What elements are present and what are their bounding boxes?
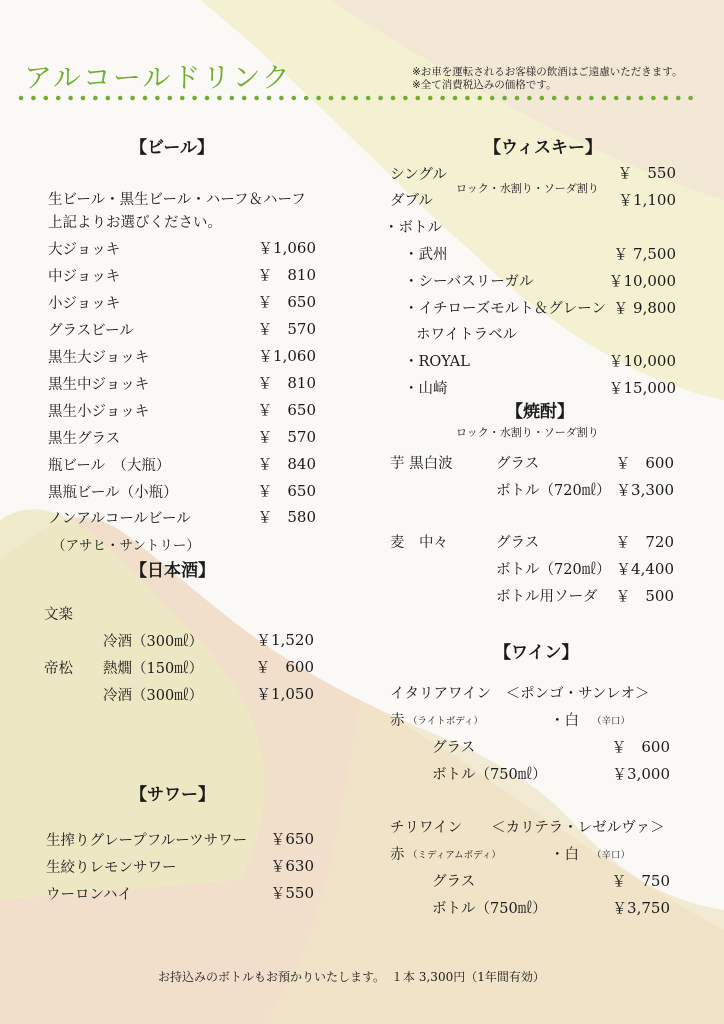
shochu-heading: 【焼酎】	[506, 402, 574, 422]
whisky-double-label: ダブル	[390, 193, 433, 209]
sour-item-name: 生搾りグレープフルーツサワー	[46, 833, 248, 849]
sake-item-name: 冷酒（300㎖）	[103, 688, 204, 704]
divider-dot	[168, 96, 173, 101]
divider-dot	[279, 96, 284, 101]
shochu-style-note: ロック・水割り・ソーダ割り	[456, 426, 599, 439]
divider-dot	[589, 96, 594, 101]
whisky-heading: 【ウィスキー】	[484, 138, 602, 158]
sour-item-name: ウーロンハイ	[46, 887, 132, 903]
wine-chile-white-note: （辛口）	[592, 850, 631, 861]
divider-dot	[192, 96, 197, 101]
beer-intro-line2: 上記よりお選びください。	[48, 215, 222, 231]
shochu-item-name: グラス	[496, 535, 540, 551]
divider-dot	[552, 96, 557, 101]
divider-dot	[416, 96, 421, 101]
nonalcohol-brands: （アサヒ・サントリー）	[52, 538, 200, 554]
page-title: アルコールドリンク	[24, 61, 292, 94]
divider-dot	[664, 96, 669, 101]
divider-dot	[180, 96, 185, 101]
sake-item-price: ￥1,520	[256, 631, 314, 649]
divider-dot	[428, 96, 433, 101]
shochu-item-price: ￥ 600	[615, 454, 674, 472]
divider-dot	[292, 96, 297, 101]
wine-item-name: グラス	[432, 874, 476, 890]
whisky-bottle-name: ・ROYAL	[404, 354, 470, 370]
divider-dot	[366, 96, 371, 101]
divider-dot	[540, 96, 545, 101]
wine-chile-red: 赤	[390, 847, 405, 863]
whisky-bottle-name: ホワイトラベル	[416, 327, 518, 343]
header-notes	[412, 66, 682, 92]
divider-dot	[564, 96, 569, 101]
wine-italy-white-note: （辛口）	[592, 716, 631, 727]
wine-item-name: グラス	[432, 740, 476, 756]
note-driving: ※お車を運転されるお客様の飲酒はご遠慮いただきます。	[412, 66, 683, 78]
sake-item-name: 熱燗（150㎖）	[103, 661, 204, 677]
divider-dot	[378, 96, 383, 101]
beer-item-name: 中ジョッキ	[48, 269, 121, 285]
beer-intro-line1: 生ビール・黒生ビール・ハーフ＆ハーフ	[48, 192, 306, 208]
beer-item-price: ￥ 810	[257, 374, 316, 392]
dotted-divider	[18, 95, 698, 101]
wine-italy-title: イタリアワイン ＜ポンゴ・サンレオ＞	[390, 686, 650, 702]
divider-dot	[155, 96, 160, 101]
divider-dot	[478, 96, 483, 101]
beer-item-price: ￥ 570	[257, 428, 316, 446]
divider-dot	[267, 96, 272, 101]
whisky-bottle-name: ・シーバスリーガル	[404, 274, 534, 290]
divider-dot	[676, 96, 681, 101]
divider-dot	[242, 96, 247, 101]
shochu-item-name: ボトル用ソーダ	[496, 589, 598, 605]
beer-item-price: ￥ 580	[257, 508, 316, 526]
whisky-bottle-name: ・武州	[404, 247, 448, 263]
whisky-bottle-price: ￥ 7,500	[613, 245, 676, 263]
divider-dot	[515, 96, 520, 101]
beer-item-name: 黒瓶ビール（小瓶）	[48, 485, 178, 501]
divider-dot	[68, 96, 73, 101]
whisky-bottle-price: ￥ 9,800	[613, 299, 676, 317]
divider-dot	[230, 96, 235, 101]
divider-dot	[56, 96, 61, 101]
beer-item-price: ￥1,060	[258, 239, 316, 257]
shochu-item-name: ボトル（720㎖）	[496, 483, 611, 499]
sake-item-price: ￥1,050	[256, 685, 314, 703]
whisky-single-label: シングル	[390, 167, 447, 183]
wine-chile-title: チリワイン ＜カリテラ・レゼルヴァ＞	[390, 820, 665, 836]
beer-item-price: ￥1,060	[258, 347, 316, 365]
sake-brand-bunraku: 文楽	[44, 607, 73, 623]
divider-dot	[502, 96, 507, 101]
beer-item-name: 黒生グラス	[48, 431, 121, 447]
divider-dot	[602, 96, 607, 101]
wine-heading: 【ワイン】	[494, 643, 579, 663]
shochu-item-price: ￥ 500	[615, 587, 674, 605]
beer-item-price: ￥ 650	[257, 293, 316, 311]
whisky-bottle-label: ・ボトル	[384, 220, 442, 236]
divider-dot	[639, 96, 644, 101]
beer-item-price: ￥ 650	[257, 401, 316, 419]
divider-dot	[614, 96, 619, 101]
wine-item-name: ボトル（750㎖）	[432, 901, 547, 917]
sake-item-price: ￥ 600	[255, 658, 314, 676]
beer-item-name: 黒生大ジョッキ	[48, 350, 150, 366]
divider-dot	[465, 96, 470, 101]
whisky-double-price: ￥1,100	[618, 191, 676, 209]
divider-dot	[688, 96, 693, 101]
beer-item-name: グラスビール	[48, 323, 134, 339]
divider-dot	[440, 96, 445, 101]
sour-item-price: ￥550	[270, 884, 314, 902]
divider-dot	[316, 96, 321, 101]
divider-dot	[93, 96, 98, 101]
beer-item-price: ￥ 570	[257, 320, 316, 338]
sake-item-name: 冷酒（300㎖）	[103, 634, 204, 650]
divider-dot	[81, 96, 86, 101]
divider-dot	[403, 96, 408, 101]
divider-dot	[490, 96, 495, 101]
shochu-item-name: ボトル（720㎖）	[496, 562, 611, 578]
whisky-bottle-price: ￥15,000	[608, 379, 676, 397]
divider-dot	[527, 96, 532, 101]
divider-dot	[254, 96, 259, 101]
divider-dot	[31, 96, 36, 101]
beer-item-name: 大ジョッキ	[48, 242, 121, 258]
beer-item-name: 瓶ビール （大瓶）	[48, 458, 171, 474]
divider-dot	[205, 96, 210, 101]
divider-dot	[577, 96, 582, 101]
whisky-style-note: ロック・水割り・ソーダ割り	[456, 182, 599, 195]
divider-dot	[217, 96, 222, 101]
wine-item-price: ￥3,000	[612, 765, 670, 783]
sour-item-name: 生絞りレモンサワー	[46, 860, 177, 876]
divider-dot	[453, 96, 458, 101]
beer-item-name: ノンアルコールビール	[48, 511, 191, 527]
shochu-imo-label: 芋 黒白波	[390, 456, 453, 472]
beer-item-name: 黒生小ジョッキ	[48, 404, 150, 420]
divider-dot	[391, 96, 396, 101]
shochu-item-name: グラス	[496, 456, 540, 472]
divider-dot	[143, 96, 148, 101]
divider-dot	[354, 96, 359, 101]
sour-item-price: ￥650	[270, 830, 314, 848]
divider-dot	[329, 96, 334, 101]
divider-dot	[651, 96, 656, 101]
wine-item-price: ￥3,750	[612, 899, 670, 917]
divider-dot	[626, 96, 631, 101]
whisky-bottle-name: ・イチローズモルト＆グレーン	[404, 301, 606, 317]
sour-heading: 【サワー】	[130, 785, 215, 805]
beer-item-price: ￥ 810	[257, 266, 316, 284]
beer-item-price: ￥ 840	[257, 455, 316, 473]
whisky-bottle-price: ￥10,000	[608, 272, 676, 290]
whisky-bottle-name: ・山崎	[404, 381, 448, 397]
sake-brand-mikadomatsu: 帝松	[44, 661, 73, 677]
beer-item-name: 黒生中ジョッキ	[48, 377, 150, 393]
wine-italy-white: ・白	[550, 713, 579, 729]
wine-chile-white: ・白	[550, 847, 579, 863]
shochu-item-price: ￥4,400	[616, 560, 674, 578]
shochu-item-price: ￥3,300	[616, 481, 674, 499]
divider-dot	[106, 96, 111, 101]
beer-heading: 【ビール】	[130, 138, 214, 158]
whisky-bottle-price: ￥10,000	[608, 352, 676, 370]
footer-bottle-keep-note: お持込みのボトルもお預かりいたします。 １本 3,300円（1年間有効）	[158, 970, 545, 984]
wine-chile-red-note: （ミディアムボディ）	[408, 850, 501, 861]
shochu-item-price: ￥ 720	[615, 533, 674, 551]
beer-item-price: ￥ 650	[257, 482, 316, 500]
divider-dot	[341, 96, 346, 101]
note-tax: ※全て消費税込みの価格です。	[412, 79, 557, 91]
wine-item-price: ￥ 600	[611, 738, 670, 756]
divider-dot	[130, 96, 135, 101]
wine-item-name: ボトル（750㎖）	[432, 767, 547, 783]
divider-dot	[19, 96, 24, 101]
divider-dot	[44, 96, 49, 101]
wine-item-price: ￥ 750	[611, 872, 670, 890]
shochu-mugi-label: 麦 中々	[390, 535, 448, 551]
divider-dot	[304, 96, 309, 101]
beer-item-name: 小ジョッキ	[48, 296, 121, 312]
divider-dot	[118, 96, 123, 101]
wine-italy-red: 赤	[390, 713, 405, 729]
sour-item-price: ￥630	[270, 857, 314, 875]
sake-heading: 【日本酒】	[130, 561, 215, 581]
wine-italy-red-note: （ライトボディ）	[408, 716, 483, 727]
whisky-single-price: ￥ 550	[617, 164, 676, 182]
